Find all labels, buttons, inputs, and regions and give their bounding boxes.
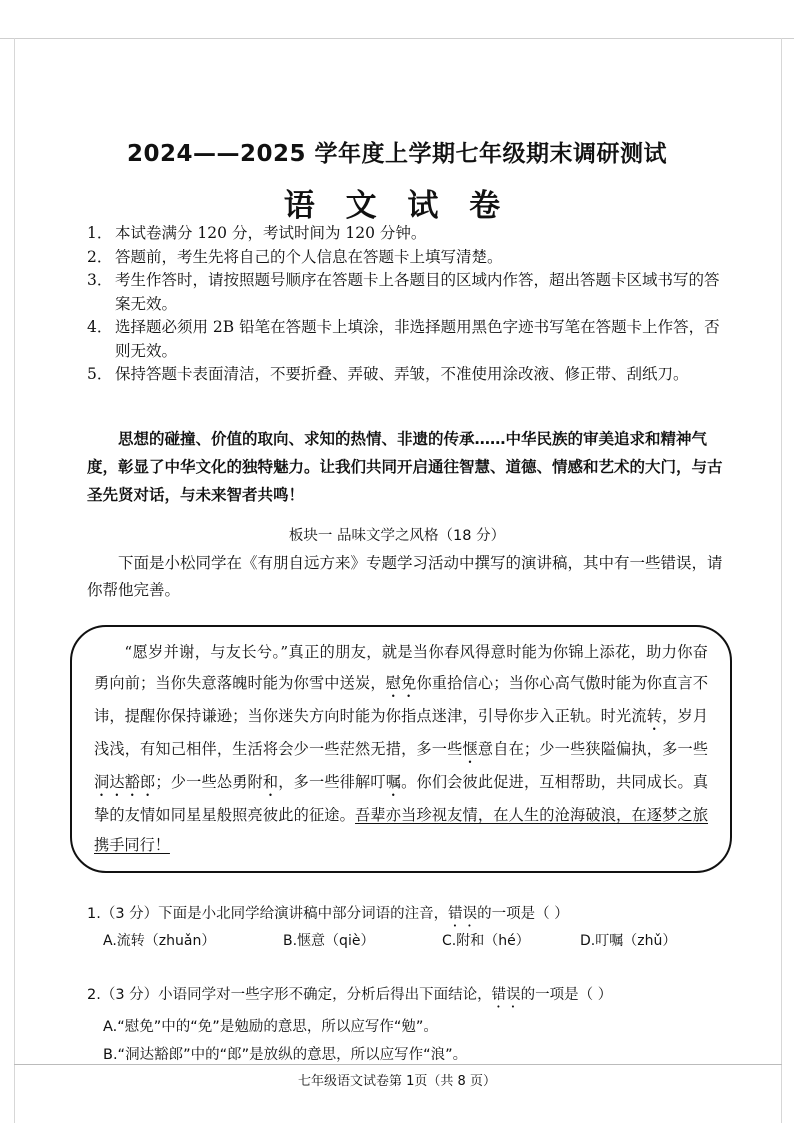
page-footer: 七年级语文试卷第 1页（共 8 页） xyxy=(298,1074,496,1089)
instruction-item: 1． 本试卷满分 120 分，考试时间为 120 分钟。 xyxy=(87,224,427,242)
section-lead: 下面是小松同学在《有朋自远方来》专题学习活动中撰写的演讲稿，其中有一些错误，请你帮他完善。 xyxy=(87,554,723,599)
instruction-item: 2． 答题前，考生先将自己的个人信息在答题卡上填写清楚。 xyxy=(87,247,503,266)
speech-box: “愿岁并谢，与友长兮。”真正的朋友，就是当你春风得意时能为你锦上添花，助力你奋勇向前；当你失意落魄时能为你雪中送炭，慰免你重拾信心；当你心高气傲时能为你直言不讳，提醒你保持谦逊；当你迷失方向时能为你指点迷津，引导你步入正轨。时光流转，岁月浅浅，有知己相伴，生活将会少一些茫然无措，多一些惬意自在；少一些狭隘偏执，多一些洞达豁郎；少一些怂勇附和，多一些徘解叮嘱。你们会彼此促进，互相帮助，共同成长。真挚的友情如同星星般照亮彼此的征途。吾辈亦当珍视友情，在人生的沧海破浪，在逐梦之旅携手同行！ xyxy=(70,625,732,873)
option-b: B.惬意（qiè） xyxy=(283,933,375,949)
instruction-item: 5． 保持答题卡表面清洁，不要折叠、弄破、弄皱，不准使用涂改液、修正带、刮纸刀。 xyxy=(87,365,689,383)
marked-word: 和 xyxy=(262,772,279,791)
section-title: 板块一 品味文学之风格（18 分） xyxy=(288,528,506,544)
instruction-item: 4． 选择题必须用 2B 铅笔在答题卡上填涂，非选择题用黑色字迹书写笔在答题卡上作答，否则无效。 xyxy=(87,318,720,360)
intro-paragraph: 思想的碰撞、价值的取向、求知的热情、非遗的传承……中华民族的审美追求和精神气度，彰显了中华文化的独特魅力。让我们共同开启通往智慧、道德、情感和艺术的大门，与古圣先贤对话，与未来智者共鸣！ xyxy=(87,430,723,504)
marked-word: 嘱 xyxy=(385,772,402,791)
instructions xyxy=(87,222,727,387)
option-d: D.叮嘱（zhǔ） xyxy=(580,933,677,949)
marked-word: 惬 xyxy=(462,739,478,758)
footer-divider xyxy=(14,1064,782,1065)
question-1: 1.（3 分）下面是小北同学给演讲稿中部分词语的注音，错误的一项是（ ） xyxy=(87,906,569,922)
marked-word: 转 xyxy=(646,706,663,725)
marked-word: 洞达豁郎 xyxy=(94,772,156,791)
exam-title: 2024——2025 学年度上学期七年级期末调研测试 xyxy=(126,141,668,167)
subject-title: 语 文 试 卷 xyxy=(283,188,511,224)
emphasis-word: 错误 xyxy=(491,987,521,1003)
option-a: A.流转（zhuǎn） xyxy=(103,933,216,949)
instruction-item: 3． 考生作答时，请按照题号顺序在答题卡上各题目的区域内作答，超出答题卡区域书写的答案无效。 xyxy=(87,271,720,313)
option-c: C.附和（hé） xyxy=(442,933,530,949)
underlined-sentence: 吾辈亦当珍视友情，在人生的沧海破浪，在逐梦之旅携手同行！ xyxy=(94,805,709,854)
marked-word: 慰免 xyxy=(385,673,417,692)
option-b: B.“洞达豁郎”中的“郎”是放纵的意思，所以应写作“浪”。 xyxy=(103,1047,468,1063)
page-top-margin xyxy=(0,0,794,39)
question-2: 2.（3 分）小语同学对一些字形不确定，分析后得出下面结论，错误的一项是（ ） xyxy=(87,987,613,1003)
emphasis-word: 错误 xyxy=(448,906,478,922)
option-a: A.“慰免”中的“免”是勉励的意思，所以应写作“勉”。 xyxy=(103,1019,438,1035)
